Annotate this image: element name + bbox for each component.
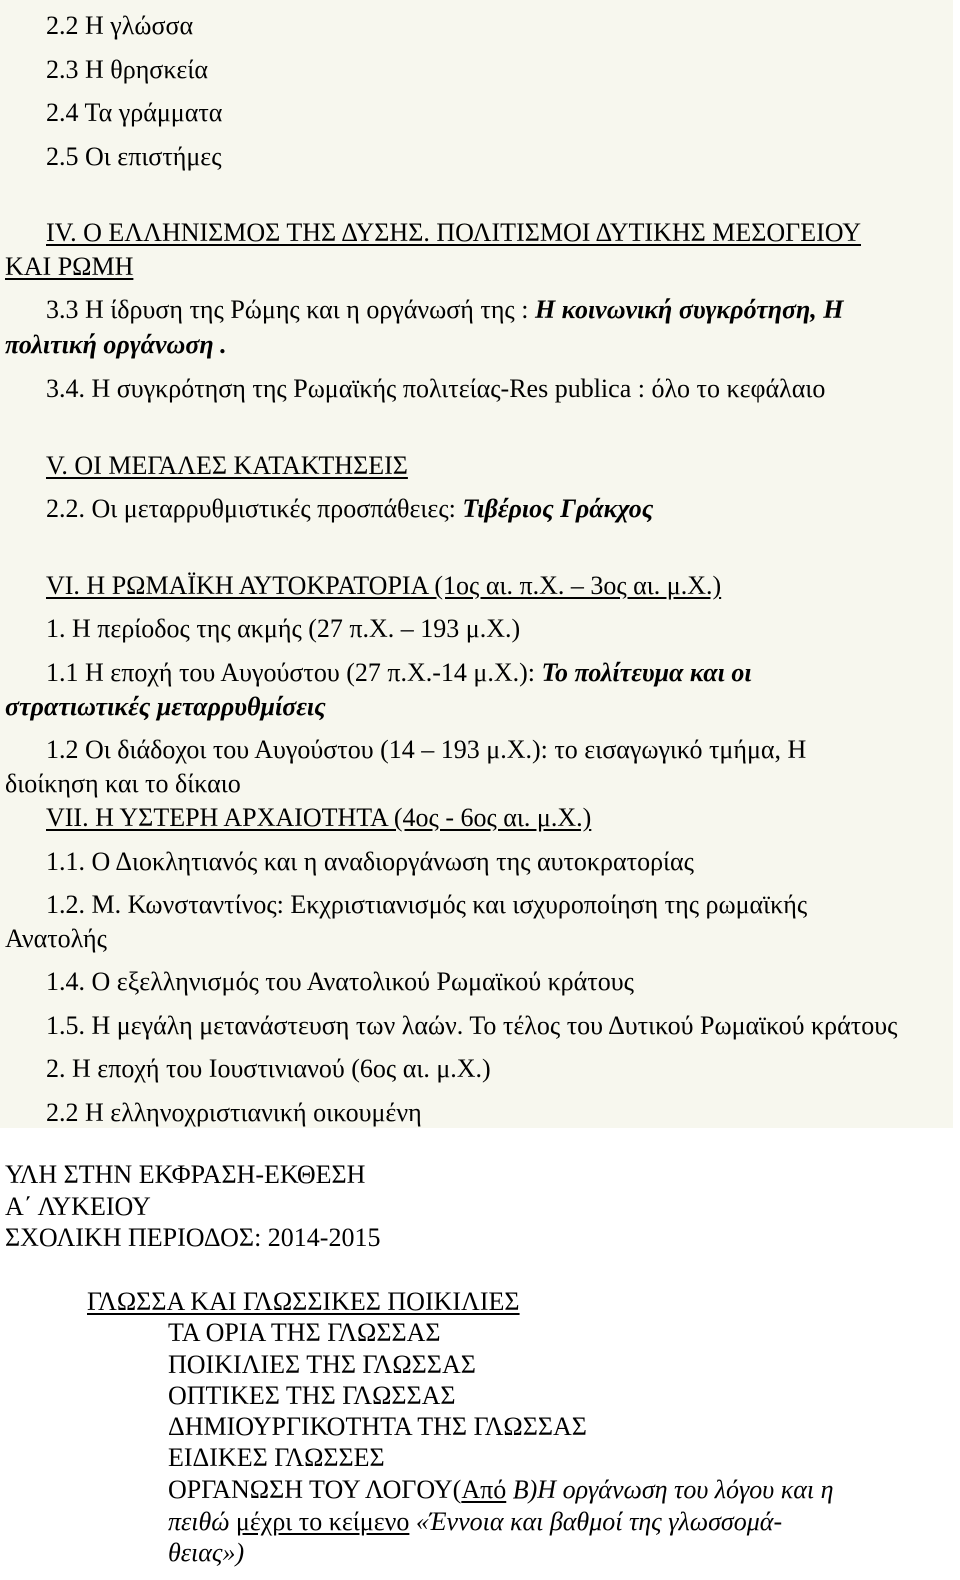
text-line: Ανατολής bbox=[5, 924, 107, 953]
emphasis-span: Τιβέριος Γράκχος bbox=[462, 494, 654, 523]
text-line: 1.5. Η μεγάλη μετανάστευση των λαών. Το τέλος του Δυτικού Ρωμαϊκού κράτους bbox=[46, 1011, 898, 1040]
text-line: 2.2 Η ελληνοχριστιανική οικουμένη bbox=[46, 1098, 422, 1127]
underlined-span: Από bbox=[461, 1475, 507, 1504]
chapter-heading: IV. Ο ΕΛΛΗΝΙΣΜΟΣ ΤΗΣ ΔΥΣΗΣ. ΠΟΛΙΤΙΣΜΟΙ ΔΥΤΙΚΗΣ ΜΕΣΟΓΕΙΟΥ bbox=[46, 218, 861, 247]
text-line: 2.5 Οι επιστήμες bbox=[46, 142, 222, 171]
text-line: 1.4. Ο εξελληνισμός του Ανατολικού Ρωμαϊκού κράτους bbox=[46, 967, 634, 996]
topic-item: θειας») bbox=[168, 1538, 245, 1567]
chapter-heading: V. ΟΙ ΜΕΓΑΛΕΣ ΚΑΤΑΚΤΗΣΕΙΣ bbox=[46, 451, 408, 480]
chapter-heading: VII. Η ΥΣΤΕΡΗ ΑΡΧΑΙΟΤΗΤΑ (4ος - 6ος αι. μ.Χ.) bbox=[46, 803, 592, 832]
topic-item: ΟΠΤΙΚΕΣ ΤΗΣ ΓΛΩΣΣΑΣ bbox=[168, 1381, 456, 1410]
text-line: πολιτική οργάνωση . bbox=[5, 330, 227, 359]
text-line bbox=[46, 656, 752, 690]
topic-heading: ΓΛΩΣΣΑ ΚΑΙ ΓΛΩΣΣΙΚΕΣ ΠΟΙΚΙΛΙΕΣ bbox=[87, 1287, 520, 1316]
chapter-heading: VI. Η ΡΩΜΑΪΚΗ ΑΥΤΟΚΡΑΤΟΡΙΑ (1ος αι. π.Χ. – 3ος αι. μ.Χ.) bbox=[46, 571, 722, 600]
text-span: 1.1 Η εποχή του Αυγούστου (27 π.Χ.-14 μ.Χ.): bbox=[46, 658, 542, 687]
text-line: 1.1. Ο Διοκλητιανός και η αναδιοργάνωση της αυτοκρατορίας bbox=[46, 847, 694, 876]
chapter-heading: ΚΑΙ ΡΩΜΗ bbox=[5, 252, 134, 281]
topic-item bbox=[168, 1505, 782, 1539]
text-span: ΟΡΓΑΝΩΣΗ ΤΟΥ ΛΟΓΟΥ( bbox=[168, 1475, 462, 1504]
topic-item: ΕΙΔΙΚΕΣ ΓΛΩΣΣΕΣ bbox=[168, 1443, 385, 1472]
text-line: 2.4 Τα γράμματα bbox=[46, 98, 223, 127]
topic-item bbox=[168, 1473, 833, 1507]
text-line: 3.4. Η συγκρότηση της Ρωμαϊκής πολιτείας-Res publica : όλο το κεφάλαιο bbox=[46, 374, 826, 403]
text-line bbox=[46, 293, 844, 327]
text-span: 3.3 Η ίδρυση της Ρώμης και η οργάνωσή της : bbox=[46, 295, 535, 324]
text-line: 1.2. Μ. Κωνσταντίνος: Εκχριστιανισμός και ισχυροποίηση της ρωμαϊκής bbox=[46, 890, 808, 919]
topic-item: ΠΟΙΚΙΛΙΕΣ ΤΗΣ ΓΛΩΣΣΑΣ bbox=[168, 1350, 476, 1379]
text-line: 2.3 Η θρησκεία bbox=[46, 55, 208, 84]
emphasis-span: Το πολίτευμα και οι bbox=[541, 658, 752, 687]
text-line: 1. Η περίοδος της ακμής (27 π.Χ. – 193 μ.Χ.) bbox=[46, 614, 521, 643]
text-span: 2.2. Οι μεταρρυθμιστικές προσπάθειες: bbox=[46, 494, 463, 523]
text-line: 1.2 Οι διάδοχοι του Αυγούστου (14 – 193 μ.Χ.): το εισαγωγικό τμήμα, Η bbox=[46, 735, 807, 764]
section-title: Α΄ ΛΥΚΕΙΟΥ bbox=[5, 1192, 151, 1221]
topic-item: ΤΑ ΟΡΙΑ ΤΗΣ ΓΛΩΣΣΑΣ bbox=[168, 1318, 441, 1347]
text-line: 2. Η εποχή του Ιουστινιανού (6ος αι. μ.Χ.) bbox=[46, 1054, 491, 1083]
topic-item: ΔΗΜΙΟΥΡΓΙΚΟΤΗΤΑ ΤΗΣ ΓΛΩΣΣΑΣ bbox=[168, 1412, 587, 1441]
italic-span: «Έννοια και βαθμοί της γλωσσομά- bbox=[409, 1507, 783, 1536]
italic-span: Β)Η οργάνωση του λόγου και η bbox=[506, 1475, 834, 1504]
text-line: 2.2 Η γλώσσα bbox=[46, 11, 194, 40]
text-line: διοίκηση και το δίκαιο bbox=[5, 769, 241, 798]
emphasis-span: Η κοινωνική συγκρότηση, Η bbox=[534, 295, 844, 324]
underlined-span: μέχρι το κείμενο bbox=[235, 1507, 410, 1536]
section-title: ΣΧΟΛΙΚΗ ΠΕΡΙΟΔΟΣ: 2014-2015 bbox=[5, 1223, 381, 1252]
text-line bbox=[46, 492, 653, 526]
text-line: στρατιωτικές μεταρρυθμίσεις bbox=[5, 692, 326, 721]
italic-span: πειθώ bbox=[168, 1507, 236, 1536]
section-title: ΥΛΗ ΣΤΗΝ ΕΚΦΡΑΣΗ-ΕΚΘΕΣΗ bbox=[5, 1160, 366, 1189]
